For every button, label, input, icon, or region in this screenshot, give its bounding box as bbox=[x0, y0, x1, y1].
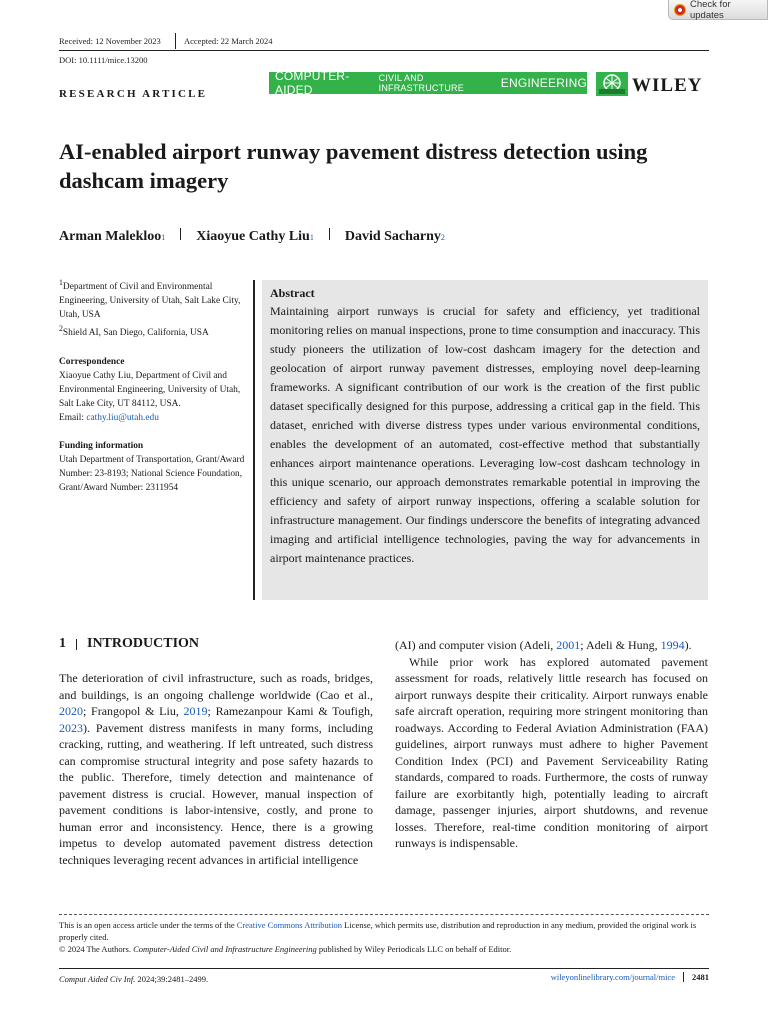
citation-line: Comput Aided Civ Inf. 2024;39:2481–2499. bbox=[59, 974, 209, 984]
section-title: INTRODUCTION bbox=[87, 636, 200, 651]
paragraph: While prior work has explored automated pavement assessment for roads, relatively little research has focused on airport runways despite their criticality. Airport runways enable safe aircraft operation, requiring more stringent monitoring than roadways. According to Federal Aviation Administration (FAA) guidelines, airport runways must adhere to higher Pavement Condition Index (PCI) and Pavement Serviceability Rating standards, compared to roads. Furthermore, the costs of runway failure are exorbitantly high, potentially leading to aircraft damage, passenger injuries, airport shutdowns, and revenue losses. Therefore, real-time condition monitoring of airport runways is indispensable. bbox=[395, 654, 708, 850]
author-affiliation-mark[interactable]: 1 bbox=[309, 233, 314, 242]
funding-text: Utah Department of Transportation, Grant/Award Number: 23-8193; National Science Foundation, Grant/Award Number: 2311954 bbox=[59, 455, 245, 494]
correspondence-text: Xiaoyue Cathy Liu, Department of Civil and Environmental Engineering, University of Utah, Salt Lake City, UT 84112, USA. bbox=[59, 370, 241, 409]
email-link[interactable]: cathy.liu@utah.edu bbox=[86, 413, 159, 423]
article-type: RESEARCH ARTICLE bbox=[59, 88, 208, 100]
article-title: AI-enabled airport runway pavement distress detection using dashcam imagery bbox=[59, 139, 648, 193]
article-info-column bbox=[59, 276, 247, 495]
funding-heading: Funding information bbox=[59, 441, 144, 452]
correspondence-heading: Correspondence bbox=[59, 356, 125, 367]
accepted-date: Accepted: 22 March 2024 bbox=[184, 36, 273, 46]
section-divider bbox=[76, 639, 77, 650]
received-date: Received: 12 November 2023 bbox=[59, 36, 161, 46]
publisher-logo: WILEY bbox=[632, 75, 703, 96]
check-updates-label: Check for updates bbox=[689, 0, 731, 21]
footer-rule bbox=[59, 968, 709, 969]
license-footnote bbox=[59, 919, 709, 955]
section-heading bbox=[59, 636, 199, 652]
body-column-right bbox=[395, 637, 708, 852]
author-affiliation-mark[interactable]: 1 bbox=[161, 233, 166, 242]
correspondence-email: Email: cathy.liu@utah.edu bbox=[59, 413, 159, 423]
affiliation: $^2$Shield AI, San Diego, California, USA bbox=[59, 324, 209, 339]
citation-link[interactable]: 2001 bbox=[556, 638, 581, 652]
author-divider bbox=[329, 228, 330, 240]
footer-right bbox=[551, 972, 709, 982]
author-name: Xiaoyue Cathy Liu bbox=[196, 229, 310, 244]
abstract-heading: Abstract bbox=[270, 286, 315, 300]
footnote-rule bbox=[59, 914, 709, 915]
body-column-left bbox=[59, 670, 373, 868]
author-name: David Sacharny bbox=[344, 229, 441, 244]
check-updates-icon bbox=[674, 4, 686, 16]
author-divider bbox=[180, 228, 181, 240]
section-number: 1 bbox=[59, 636, 66, 651]
journal-url-link[interactable]: wileyonlinelibrary.com/journal/mice bbox=[550, 972, 675, 982]
journal-name-part2: CIVIL AND INFRASTRUCTURE bbox=[378, 73, 464, 93]
affiliation: $^1$Department of Civil and Environmental Engineering, University of Utah, Salt Lake City, Utah, USA bbox=[59, 278, 241, 321]
license-text: This is an open access article under the terms of the Creative Commons Attribution License, which permits use, distribution and reproduction in any medium, provided the original work is properly cited. bbox=[59, 920, 697, 942]
journal-name-part3: ENGINEERING bbox=[500, 76, 587, 90]
author-list bbox=[59, 228, 445, 245]
journal-logo-icon bbox=[596, 72, 628, 96]
abstract-text: Maintaining airport runways is crucial for safety and efficiency, yet traditional monitoring relies on manual inspections, prone to time consumption and inaccuracy. This study pioneers the utilization of low-cost dashcam imagery for the detection and geolocation of airport runway pavement distresses, employing novel deep-learning frameworks. A significant contribution of our work is the creation of the first public dataset specifically designed for this purpose, addressing a critical gap in the field. This dataset, enriched with diverse distress types under various environmental conditions, enables the development of an automated, cost-effective method that substantially enhances airport maintenance operations. Leveraging low-cost dashcam technology in this unique scenario, our approach demonstrates remarkable potential in improving the efficiency and safety of airport runway inspections, offering a scalable solution for infrastructure management. Our findings underscore the benefits of integrating advanced imaging and artificial intelligence technologies, paving the way for advancements in airport maintenance practices. bbox=[270, 304, 700, 565]
journal-name-part1: COMPUTER-AIDED bbox=[275, 69, 350, 97]
abstract-box bbox=[262, 280, 708, 600]
header-rule bbox=[59, 50, 709, 51]
paragraph: The deterioration of civil infrastructure, such as roads, bridges, and buildings, is an ongoing challenge worldwide (Cao et al., 2020; Frangopol & Liu, 2019; Ramezanpour Kami & Toufigh, 2023). Pavement distress manifests in many forms, including cracking, rutting, and weathering. If left untreated, such distress can compromise structural integrity and pose safety hazards to the public. Therefore, timely detection and maintenance of pavement distress is crucial. However, manual inspection of pavement conditions is labor-intensive, costly, and prone to human error and inconsistency. Hence, there is a growing impetus to develop automated pavement distress detection techniques leveraging recent advances in artificial intelligence bbox=[59, 671, 373, 867]
citation-link[interactable]: 2023 bbox=[59, 720, 83, 735]
page-number: 2481 bbox=[692, 972, 709, 982]
column-divider bbox=[253, 280, 255, 600]
license-link[interactable]: Creative Commons Attribution bbox=[236, 920, 343, 930]
author-affiliation-mark[interactable]: 2 bbox=[440, 233, 445, 242]
citation-link[interactable]: 2020 bbox=[59, 704, 83, 718]
meta-divider bbox=[175, 33, 176, 49]
footer-divider bbox=[683, 972, 684, 982]
citation-link[interactable]: 2019 bbox=[183, 704, 208, 718]
author-name: Arman Malekloo bbox=[59, 229, 162, 244]
check-for-updates-button[interactable] bbox=[668, 0, 768, 20]
journal-banner bbox=[269, 69, 587, 97]
copyright-text: © 2024 The Authors. Computer-Aided Civil and Infrastructure Engineering published by Wiley Periodicals LLC on behalf of Editor. bbox=[59, 944, 512, 954]
doi: DOI: 10.1111/mice.13200 bbox=[59, 55, 148, 65]
citation-link[interactable]: 1994 bbox=[660, 638, 685, 652]
paragraph: (AI) and computer vision (Adeli, 2001; Adeli & Hung, 1994). bbox=[395, 638, 692, 652]
